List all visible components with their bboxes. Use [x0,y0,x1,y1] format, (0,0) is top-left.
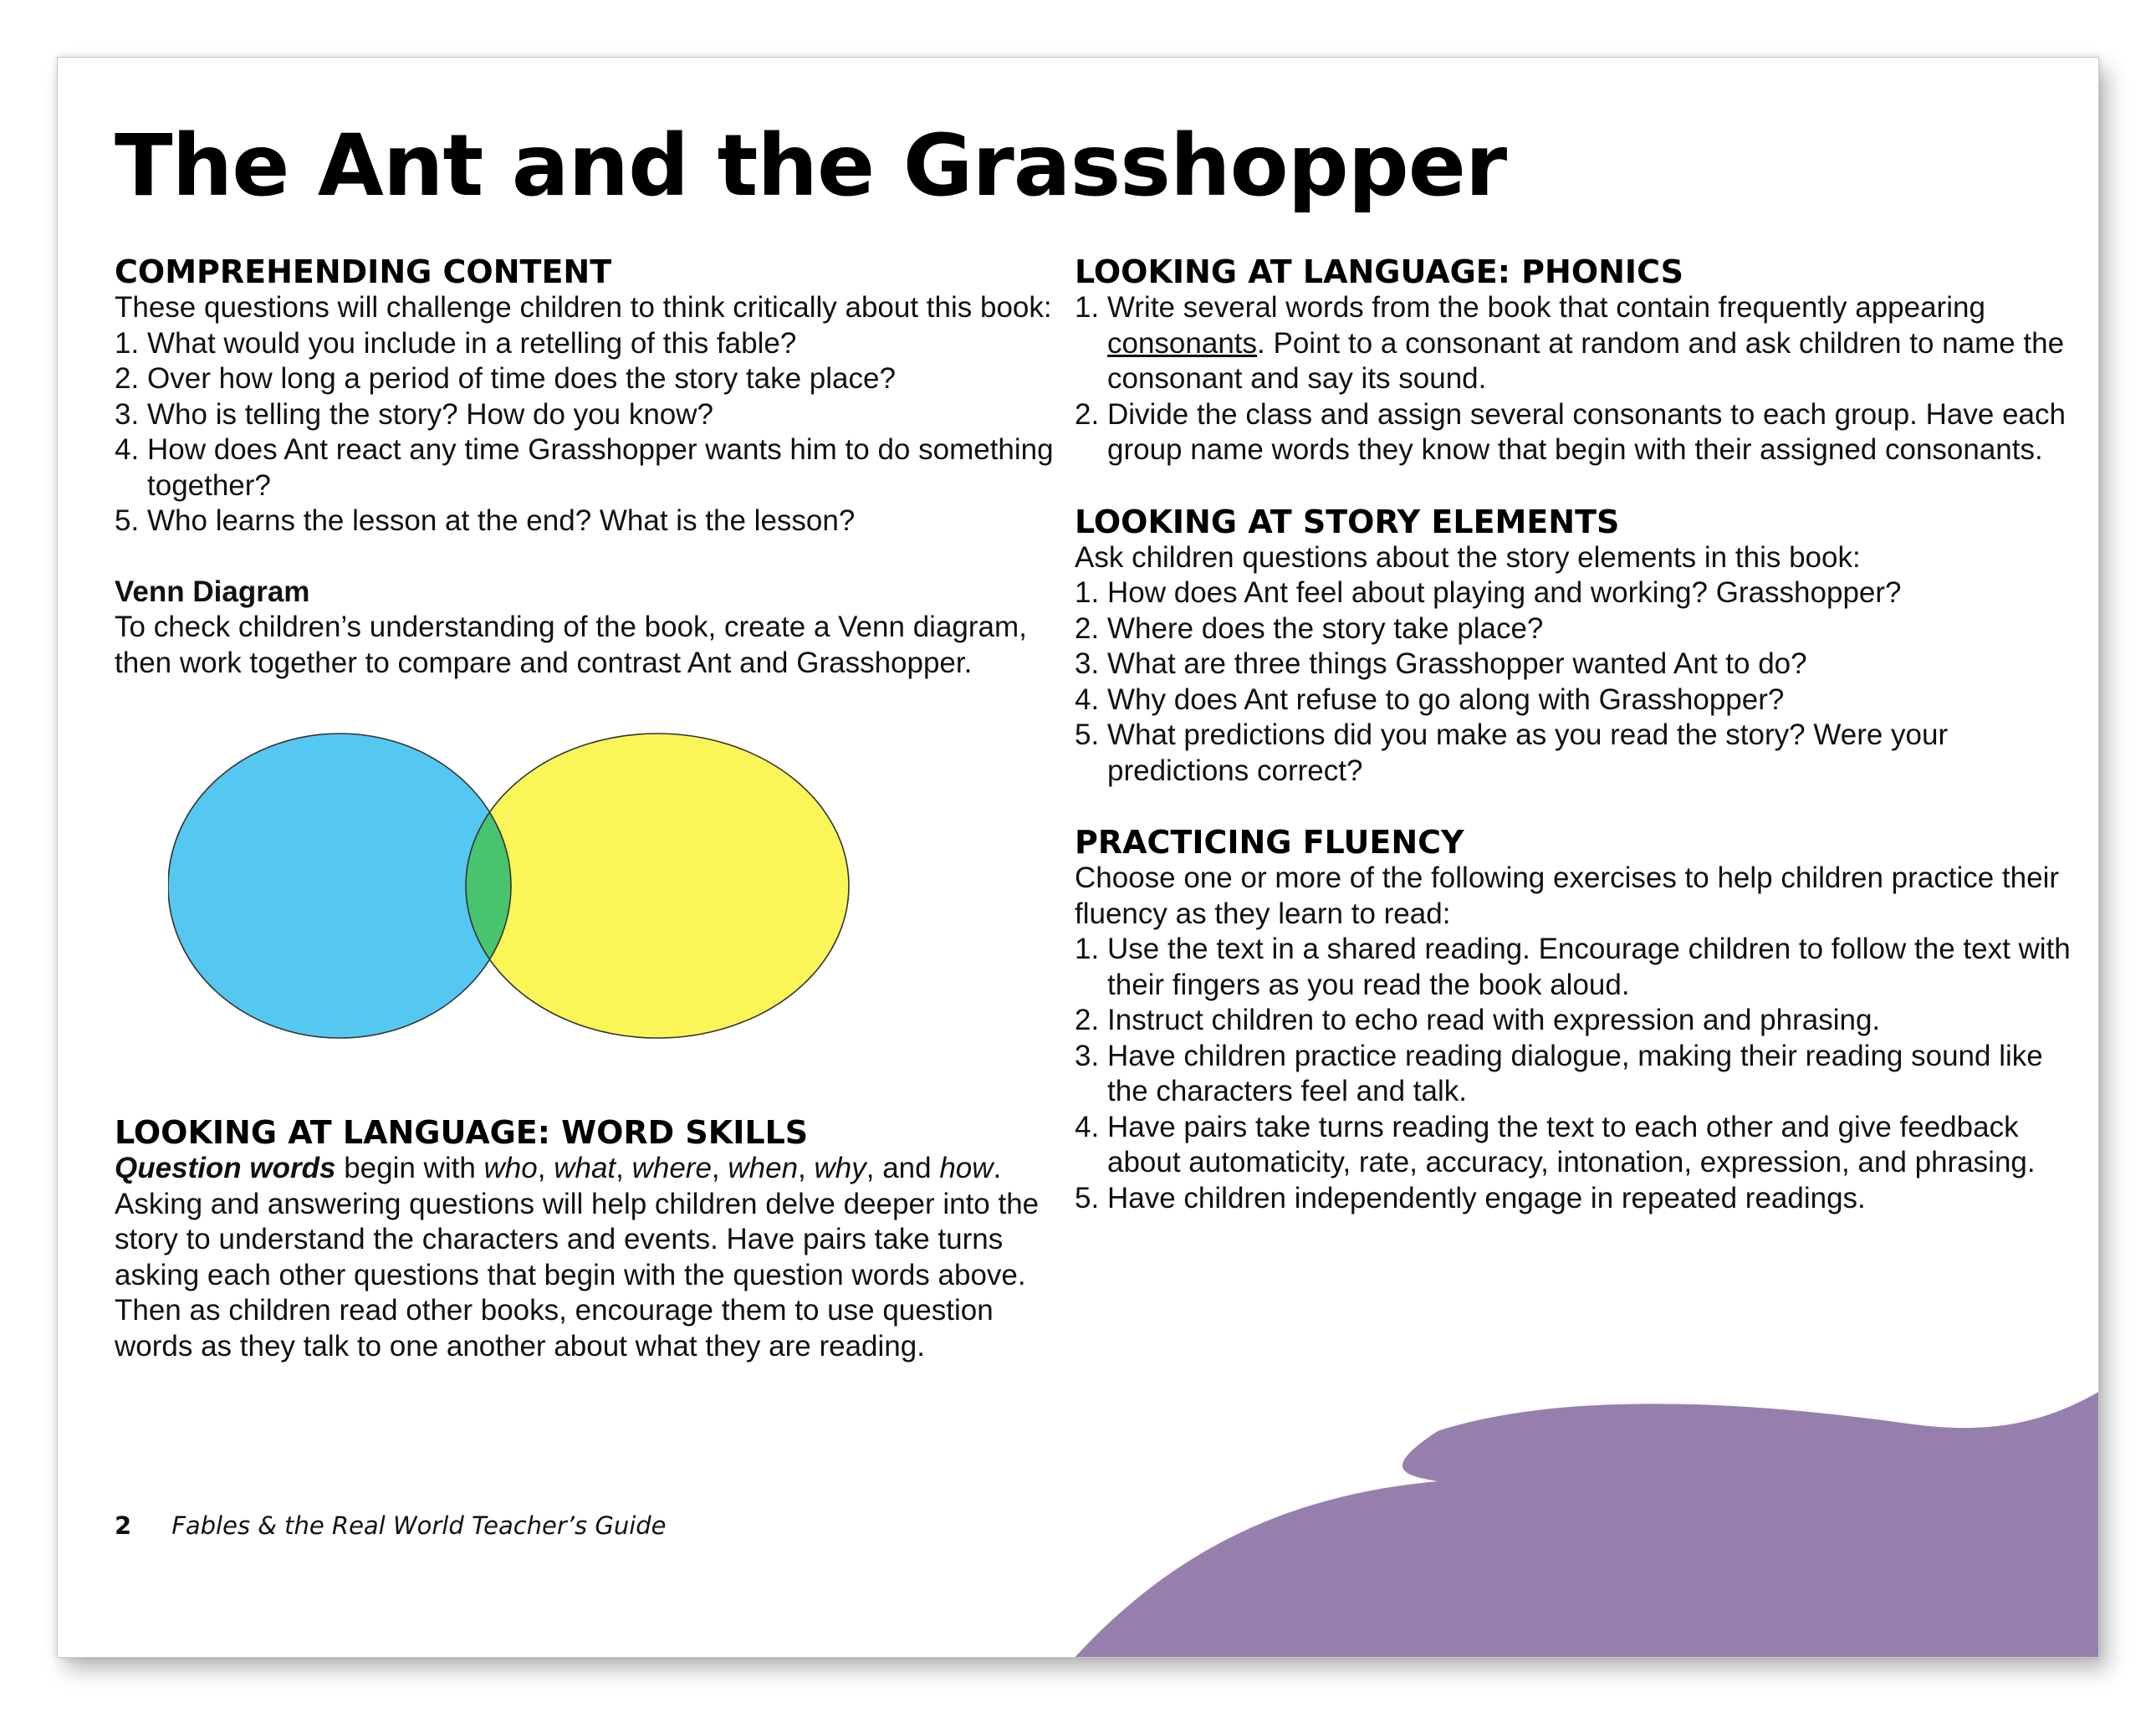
question-words-term: Question words [115,1152,336,1184]
list-item: 3. Have children practice reading dialogue, making their reading sound like the characters feel and talk. [1075,1039,2043,1107]
fluency-intro: Choose one or more of the following exercises to help children practice their fluency as they learn to read: [1075,862,2060,930]
phonics-steps [1075,290,2078,468]
purple-wave-decoration [1053,1371,2099,1658]
venn-diagram-subheading: Venn Diagram [115,575,310,608]
consonants-link[interactable]: consonants [1107,326,1258,360]
guide-page [57,57,2099,1658]
page-number: 2 [115,1511,132,1540]
list-item: 3. Who is telling the story? How do you know? [115,397,713,431]
story-elements-intro: Ask children questions about the story elements in this book: [1075,540,1861,574]
story-elements-questions [1075,575,2078,789]
list-item: 4. Why does Ant refuse to go along with Grasshopper? [1075,683,1785,716]
comprehending-intro: These questions will challenge children to think critically about this book: [115,291,1052,324]
comprehending-content-heading: COMPREHENDING CONTENT [115,253,612,290]
comprehending-questions [115,326,1068,539]
word-skills-heading: LOOKING AT LANGUAGE: WORD SKILLS [115,1114,809,1151]
phonics-section [1075,253,2078,468]
list-item: 5. Have children independently engage in repeated readings. [1075,1181,1866,1214]
story-elements-section [1075,504,2078,790]
venn-diagram-text: To check children’s understanding of the book, create a Venn diagram, then work together to compare and contrast Ant and Grasshopper. [115,611,1027,679]
list-item: 2. Instruct children to echo read with expression and phrasing. [1075,1004,1881,1036]
list-item: 2. Divide the class and assign several consonants to each group. Have each group name words they know that begin with their assigned consonants. [1075,397,2066,466]
list-item: 1. How does Ant feel about playing and working? Grasshopper? [1075,576,1902,609]
fluency-section [1075,824,2078,1216]
venn-circle-left [168,734,511,1038]
phonics-heading: LOOKING AT LANGUAGE: PHONICS [1075,253,1684,290]
fluency-heading: PRACTICING FLUENCY [1075,824,1464,861]
list-item: 1. What would you include in a retelling of this fable? [115,326,797,360]
list-item: 2. Where does the story take place? [1075,611,1544,645]
left-column [115,253,1068,1364]
list-item: 1. Write several words from the book that contain frequently appearing consonants. Point to a consonant at random and ask children to name the consonant and say its sound. [1075,291,2065,395]
list-item: 1. Use the text in a shared reading. Encourage children to follow the text with their fingers as you read the book aloud. [1075,933,2071,1001]
list-item: 2. Over how long a period of time does the story take place? [115,362,896,395]
list-item: 4. Have pairs take turns reading the text to each other and give feedback about automaticity, rate, accuracy, intonation, expression, and phrasing. [1075,1110,2036,1179]
list-item: 5. What predictions did you make as you read the story? Were your predictions correct? [1075,718,1949,787]
comprehending-content-section [115,253,1068,539]
list-item: 5. Who learns the lesson at the end? What is the lesson? [115,504,856,537]
fluency-exercises [1075,932,2078,1216]
right-column [1075,253,2078,1216]
venn-diagram [168,731,862,1049]
venn-circle-right [466,734,849,1038]
list-item: 3. What are three things Grasshopper wanted Ant to do? [1075,647,1807,680]
list-item: 4. How does Ant react any time Grasshopper wants him to do something together? [115,433,1054,502]
story-elements-heading: LOOKING AT STORY ELEMENTS [1075,503,1620,540]
guide-title: Fables & the Real World Teacher’s Guide [171,1511,667,1540]
page-footer [115,1511,667,1540]
word-skills-section [115,1114,1068,1364]
page-title: The Ant and the Grasshopper [115,116,1507,216]
word-skills-text: Question words begin with who, what, where, when, why, and how. Asking and answering questions will help children delve deeper into the story to understand the characters and events. Have pairs take turns asking each other questions that begin with the question words above. Then as children read other books, encourage them to use question words as they talk to one another about what they are reading. [115,1152,1040,1363]
